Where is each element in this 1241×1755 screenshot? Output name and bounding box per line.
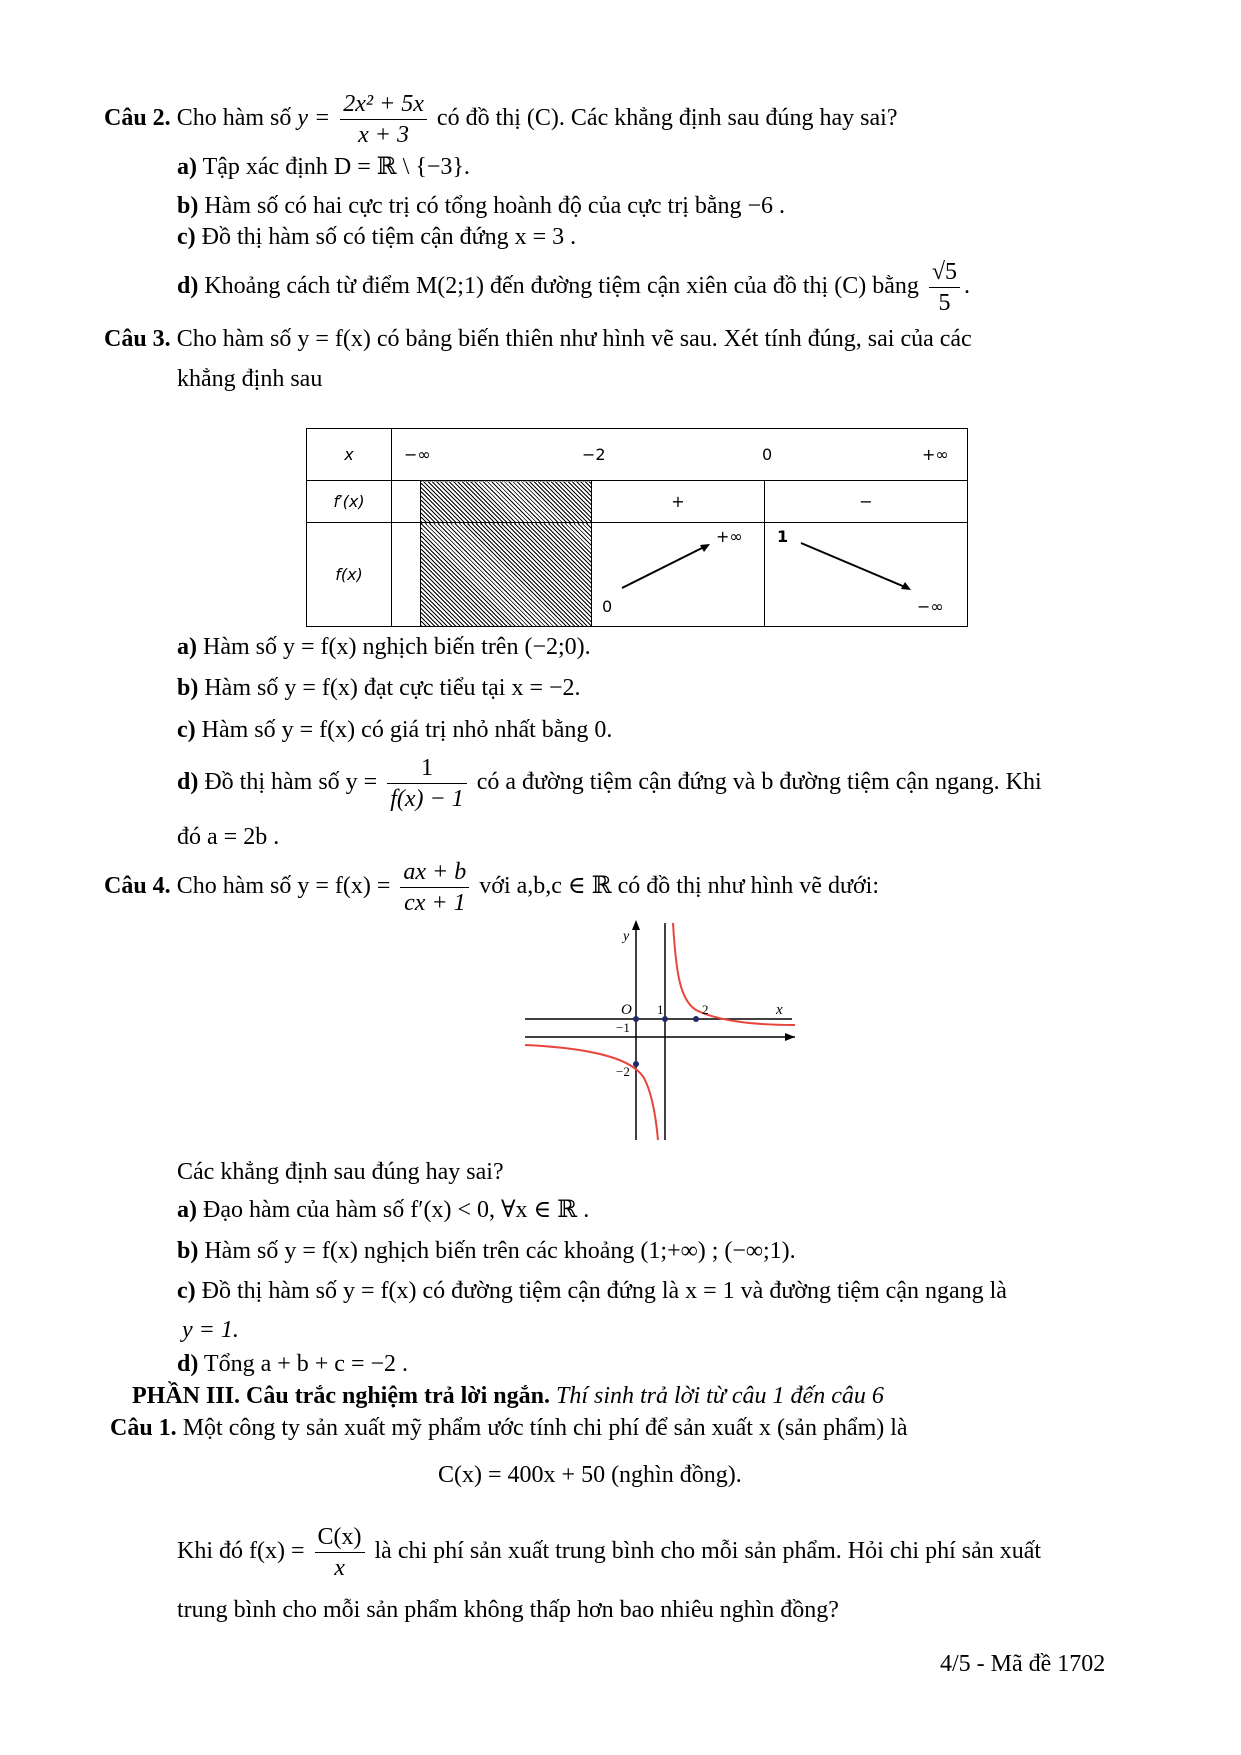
q2-option-a: a) Tập xác định D = ℝ \ {−3}. <box>177 154 470 180</box>
p3-q1-line4: trung bình cho mỗi sản phẩm không thấp hơn bao nhiêu nghìn đồng? <box>177 1597 839 1623</box>
variation-table <box>306 428 968 627</box>
p3-q1-fraction: $\frac{C(x)}{x}$ <box>315 1523 365 1582</box>
vt-f-top1: +∞ <box>716 527 743 546</box>
vt-x-minus2: −2 <box>582 445 606 464</box>
graph-tick-1: 1 <box>657 1002 664 1017</box>
vt-f-top2: 1 <box>777 527 789 546</box>
q3-option-d-line2: đó a = 2b . <box>177 824 280 850</box>
p3-q1-formula: C(x) = 400x + 50 (nghìn đồng). <box>438 1462 742 1488</box>
vt-x-neg-inf: −∞ <box>404 445 431 464</box>
q3-option-d: d) Đồ thị hàm số y = $\frac{1}{f(x) - 1}$ có a đường tiệm cận đứng và b đường tiệm cận ngang. Khi <box>177 755 1042 812</box>
q4-option-b: b) Hàm số y = f(x) nghịch biến trên các khoảng (1;+∞) ; (−∞;1). <box>177 1238 796 1264</box>
vt-f-increasing <box>592 523 765 627</box>
graph-tick-minus2: −2 <box>616 1064 630 1079</box>
vt-hatched-fp <box>421 481 592 523</box>
q3-option-b: b) Hàm số y = f(x) đạt cực tiểu tại x = −2. <box>177 675 581 701</box>
vt-sign-plus: + <box>592 481 765 523</box>
q3-stem-line2: khẳng định sau <box>177 366 323 392</box>
q3-d-fraction: $\frac{1}{f(x) - 1}$ <box>387 754 467 813</box>
vt-x-zero: 0 <box>762 445 773 464</box>
vt-hatched-f <box>421 523 592 627</box>
vt-x-row <box>392 429 968 481</box>
vt-down-arrow-icon <box>765 523 965 627</box>
q3-stem: Câu 3. Cho hàm số y = f(x) có bảng biến thiên như hình vẽ sau. Xét tính đúng, sai của các <box>104 326 972 352</box>
q4-option-a: a) Đạo hàm của hàm số f′(x) < 0, ∀x ∈ ℝ . <box>177 1197 590 1223</box>
vt-fp-label: f′(x) <box>307 481 392 523</box>
q4-fraction: $\frac{ax + b}{cx + 1}$ <box>400 858 469 917</box>
vt-f-bot1: 0 <box>602 597 613 616</box>
q4-option-c-line2: y = 1. <box>182 1317 239 1343</box>
q4-option-c: c) Đồ thị hàm số y = f(x) có đường tiệm cận đứng là x = 1 và đường tiệm cận ngang là <box>177 1278 1007 1304</box>
y-axis-arrow-icon <box>632 920 640 930</box>
vt-sign-minus: − <box>765 481 968 523</box>
q2-fraction: $\frac{\text{2x² + 5x}}{x + 3}$ <box>340 90 427 149</box>
vt-f-bot2: −∞ <box>917 597 944 616</box>
graph-tick-minus1: −1 <box>616 1020 630 1035</box>
q2-option-d: d) Khoảng cách từ điểm M(2;1) đến đường tiệm cận xiên của đồ thị (C) bằng $\frac{√5}{5}$ . <box>177 259 971 316</box>
q2-option-c: c) Đồ thị hàm số có tiệm cận đứng x = 3 . <box>177 224 577 250</box>
q4-option-d: d) Tổng a + b + c = −2 . <box>177 1351 409 1377</box>
q3-option-c: c) Hàm số y = f(x) có giá trị nhỏ nhất bằng 0. <box>177 717 613 743</box>
vt-f-label: f(x) <box>307 523 392 627</box>
vt-up-arrow-icon <box>592 523 764 627</box>
graph-x-label: x <box>776 1002 783 1018</box>
vt-x-label: x <box>307 429 392 481</box>
hyperbola-graph <box>520 918 800 1143</box>
graph-tick-2: 2 <box>702 1002 709 1017</box>
q4-ask: Các khẳng định sau đúng hay sai? <box>177 1159 504 1185</box>
graph-origin-label: O <box>621 1002 632 1018</box>
q3-option-a: a) Hàm số y = f(x) nghịch biến trên (−2;0). <box>177 634 591 660</box>
vt-f-decreasing <box>765 523 968 627</box>
p3-q1-stem: Câu 1. Một công ty sản xuất mỹ phẩm ước tính chi phí để sản xuất x (sản phẩm) là <box>110 1415 908 1441</box>
q2-option-b: b) Hàm số có hai cực trị có tổng hoành độ của cực trị bằng −6 . <box>177 193 786 219</box>
q2-d-fraction: $\frac{√5}{5}$ <box>929 258 960 317</box>
p3-q1-line3: Khi đó f(x) = $\frac{C(x)}{x}$ là chi phí sản xuất trung bình cho mỗi sản phẩm. Hỏi chi phí sản xuất <box>177 1524 1042 1581</box>
x-axis-arrow-icon <box>785 1033 795 1041</box>
q4-stem: Câu 4. Cho hàm số y = f(x) = $\frac{ax + b}{cx + 1}$ với a,b,c ∈ ℝ có đồ thị như hình vẽ dưới: <box>104 859 879 916</box>
part3-heading: PHẦN III. Câu trắc nghiệm trả lời ngắn. Thí sinh trả lời từ câu 1 đến câu 6 <box>132 1383 884 1409</box>
curve-left-branch <box>525 1045 658 1140</box>
vt-x-pos-inf: +∞ <box>922 445 949 464</box>
q2-stem: Câu 2. Cho hàm số y = $\frac{\text{2x² + 5x}}{x + 3}$ có đồ thị (C). Các khẳng định sau đúng hay sai? <box>104 91 898 148</box>
graph-y-label: y <box>623 929 630 944</box>
page-footer: 4/5 - Mã đề 1702 <box>940 1651 1106 1677</box>
